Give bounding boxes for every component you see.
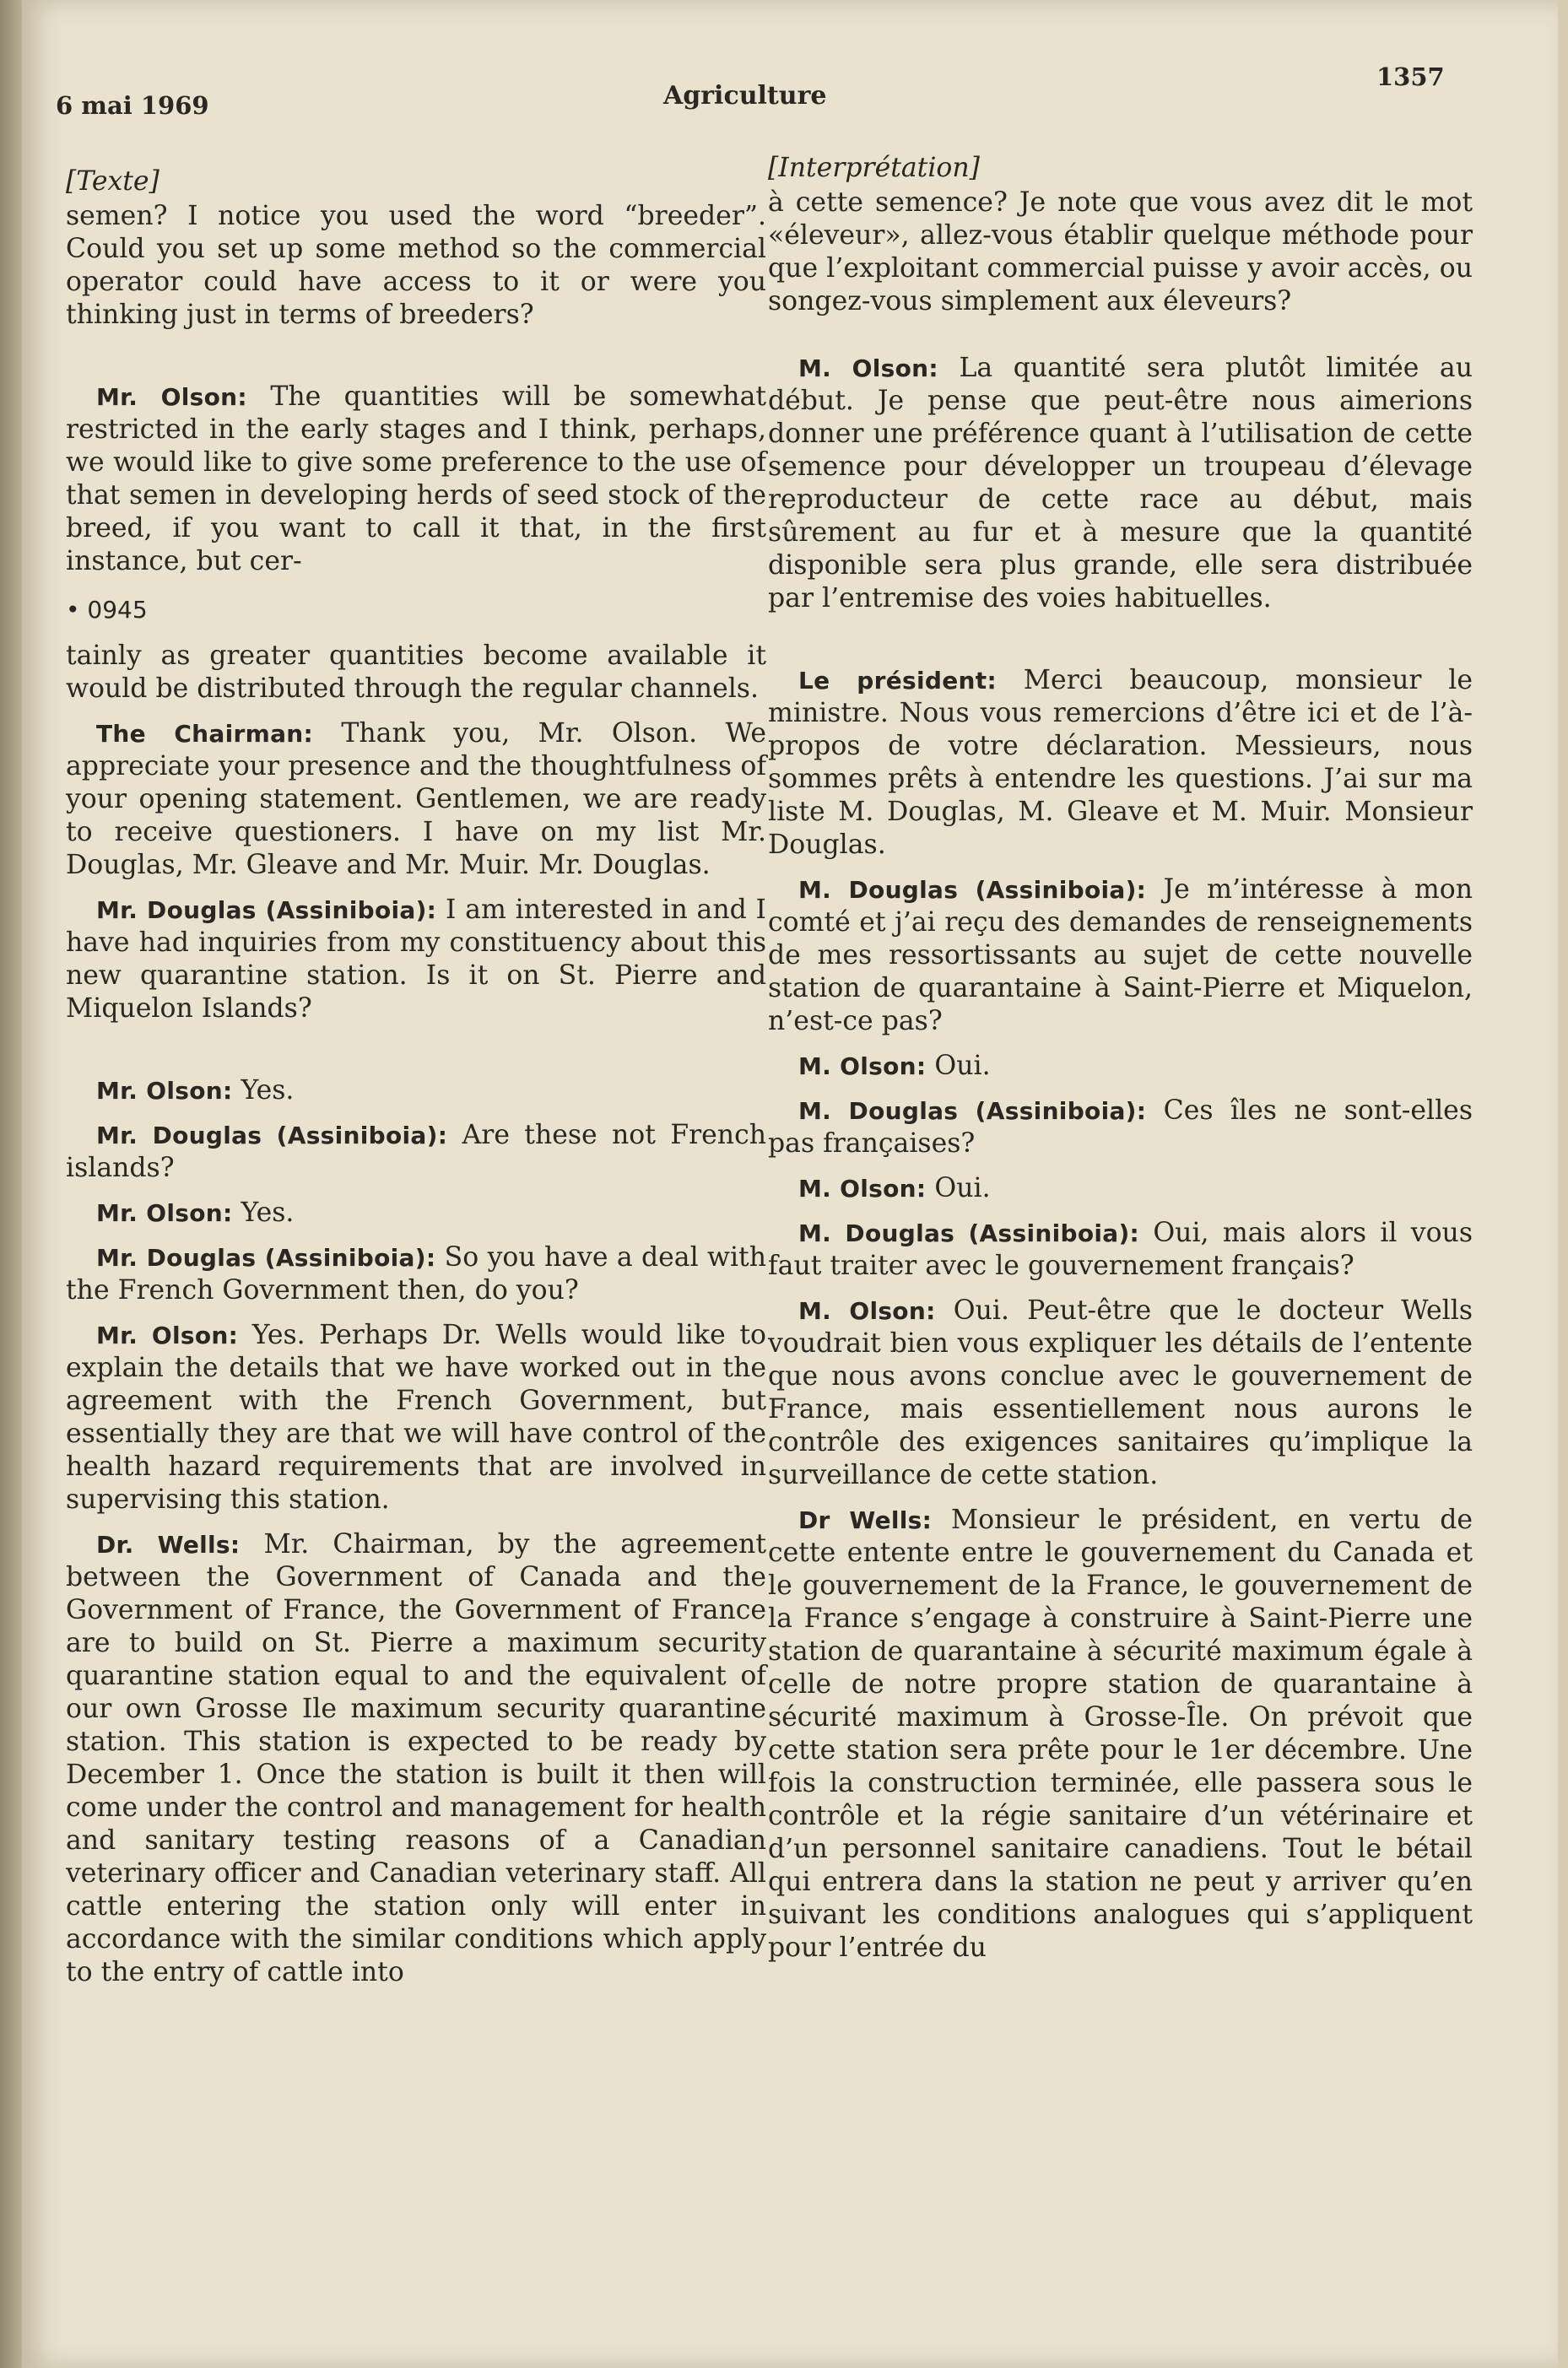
speaker-name: Mr. Olson:	[96, 1077, 233, 1105]
paragraph	[66, 1197, 766, 1230]
speaker-name: M. Olson:	[798, 1297, 936, 1325]
speaker-name: Mr. Douglas (Assiniboia):	[96, 1122, 448, 1149]
paragraph	[66, 200, 766, 332]
language-tag-english: [Texte]	[66, 166, 160, 197]
paragraph	[66, 1319, 766, 1516]
paragraph	[66, 1528, 766, 1989]
speaker-name: Mr. Douglas (Assiniboia):	[96, 1244, 436, 1272]
spacer	[66, 343, 766, 381]
paragraph	[768, 1172, 1473, 1205]
paragraph-text: Je m’intéresse à mon comté et j’ai reçu des demandes de renseignements de mes ressortissants au sujet de cette nouvelle station de quarantaine à Saint-Pierre et Miquelon, n’est-ce pas?	[768, 874, 1473, 1036]
english-column	[66, 165, 766, 2001]
speaker-name: M. Douglas (Assiniboia):	[798, 876, 1147, 904]
french-column	[768, 152, 1473, 1976]
paragraph	[768, 1050, 1473, 1083]
paragraph-text: tainly as greater quantities become available it would be distributed through the regular channels.	[66, 641, 766, 704]
paragraph-text: Are these not French islands?	[66, 1120, 766, 1183]
paragraph-text: Oui.	[926, 1173, 991, 1203]
paragraph	[768, 664, 1473, 862]
paragraph-text: Yes.	[232, 1075, 295, 1106]
header-section-title: Agriculture	[663, 81, 827, 111]
paragraph-text: Oui. Peut-être que le docteur Wells voudrait bien vous expliquer les détails de l’entente que nous avons conclue avec le gouvernement de France, mais essentiellement nous aurons le contrôle des exigences sanitaires qu’implique la surveillance de cette station.	[768, 1295, 1473, 1490]
paragraph-text: Oui, mais alors il vous faut traiter avec le gouvernement français?	[768, 1218, 1473, 1281]
paragraph	[66, 1119, 766, 1185]
paragraph-text: The quantities will be somewhat restricted in the early stages and I think, perhaps, we would like to give some preference to the use of that semen in developing herds of seed stock of the breed, if you want to call it that, in the first instance, but cer-	[66, 381, 767, 576]
spacer	[768, 627, 1473, 664]
page-header	[22, 0, 1558, 127]
paragraph	[66, 894, 766, 1025]
paragraph-text: Yes.	[232, 1198, 295, 1228]
paragraph	[768, 873, 1473, 1038]
paragraph	[768, 1504, 1473, 1965]
header-date: 6 mai 1969	[56, 91, 209, 120]
paragraph	[66, 381, 766, 578]
speaker-name: Mr. Olson:	[96, 1199, 233, 1227]
paragraph	[66, 1241, 766, 1307]
paragraph-text: Mr. Chairman, by the agreement between the Government of Canada and the Government of France, the Government of France are to build on St. Pierre a maximum security quarantine station equal to and the equivalent of our own Grosse Ile maximum security quarantine station. This station is expected to be ready by December 1. Once the station is built it then will come under the control and management for health and sanitary testing reasons of a Canadian veterinary officer and Canadian veterinary staff. All cattle entering the station only will enter in accordance with the similar conditions which apply to the entry of cattle into	[66, 1529, 766, 1987]
speaker-name: M. Olson:	[798, 1175, 927, 1203]
paragraph	[768, 187, 1473, 318]
paragraph-text: Ces îles ne sont-elles pas françaises?	[768, 1095, 1473, 1159]
paragraph-text: Merci beaucoup, monsieur le ministre. Nous vous remercions d’être ici et de l’à-propos de votre déclaration. Messieurs, nous sommes prêts à entendre les questions. J’ai sur ma liste M. Douglas, M. Gleave et M. Muir. Monsieur Douglas.	[768, 665, 1473, 860]
paragraph-text: semen? I notice you used the word “breeder”. Could you set up some method so the commercial operator could have access to it or were you thinking just in terms of breeders?	[66, 201, 766, 330]
paragraph	[768, 1217, 1473, 1283]
paragraph-text: Monsieur le président, en vertu de cette entente entre le gouvernement du Canada et le gouvernement de la France, le gouvernement de la France s’engage à construire à Saint-Pierre une station de quarantaine à sécurité maximum égale à celle de notre propre station de quarantaine à sécurité maximum à Grosse-Île. On prévoit que cette station sera prête pour le 1er décembre. Une fois la construction terminée, elle passera sous le contrôle et la régie sanitaire d’un vétérinaire et d’un personnel sanitaire canadiens. Tout le bétail qui entrera dans la station ne peut y arriver qu’en suivant les conditions analogues qui s’appliquent pour l’entrée du	[768, 1505, 1473, 1963]
document-page	[22, 0, 1558, 2368]
paragraph	[66, 717, 766, 882]
paragraph-text: Thank you, Mr. Olson. We appreciate your presence and the thoughtfulness of your opening statement. Gentlemen, we are ready to receive questioners. I have on my list Mr. Douglas, Mr. Gleave and Mr. Muir. Mr. Douglas.	[66, 718, 766, 880]
speaker-name: Mr. Douglas (Assiniboia):	[96, 896, 437, 924]
speaker-name: Dr. Wells:	[96, 1531, 241, 1559]
paragraph-text: Yes. Perhaps Dr. Wells would like to explain the details that we have worked out in the agreement with the French Government, but essentially they are that we will have control of the health hazard requirements that are involved in supervising this station.	[66, 1320, 766, 1515]
speaker-name: The Chairman:	[96, 720, 314, 748]
header-page-number: 1357	[1376, 62, 1445, 91]
speaker-name: M. Douglas (Assiniboia):	[798, 1219, 1140, 1247]
speaker-name: Mr. Olson:	[96, 1322, 239, 1349]
paragraph-text: Oui.	[926, 1051, 991, 1081]
time-marker: • 0945	[66, 596, 148, 624]
paragraph-text: I am interested in and I have had inquiries from my constituency about this new quarantine station. Is it on St. Pierre and Miquelon Islands?	[66, 895, 766, 1024]
paragraph-text: So you have a deal with the French Government then, do you?	[66, 1242, 766, 1306]
paragraph-text: à cette semence? Je note que vous avez dit le mot «éleveur», allez-vous établir quelque méthode pour que l’exploitant commercial puisse y avoir accès, ou songez-vous simplement aux éleveurs?	[768, 187, 1473, 316]
book-spine-shadow	[0, 0, 22, 2368]
paragraph	[768, 1295, 1473, 1492]
speaker-name: M. Olson:	[798, 1052, 927, 1080]
language-tag-french: [Interprétation]	[768, 153, 980, 183]
paragraph	[768, 1095, 1473, 1160]
paragraph-text: La quantité sera plutôt limitée au début. Je pense que peut-être nous aimerions donner une préférence quant à l’utilisation de cette semence pour développer un troupeau d’élevage reproducteur de cette race au début, mais sûrement au fur et à mesure que la quantité disponible sera plus grande, elle sera distribuée par l’entremise des voies habituelles.	[768, 353, 1473, 614]
speaker-name: Le président:	[798, 667, 997, 695]
speaker-name: M. Douglas (Assiniboia):	[798, 1097, 1147, 1125]
paragraph	[768, 352, 1473, 615]
speaker-name: Mr. Olson:	[96, 383, 247, 411]
paragraph	[66, 1074, 766, 1107]
spacer	[66, 1037, 766, 1074]
speaker-name: M. Olson:	[798, 354, 938, 382]
speaker-name: Dr Wells:	[798, 1506, 933, 1534]
spacer	[768, 330, 1473, 352]
paragraph	[66, 640, 766, 706]
